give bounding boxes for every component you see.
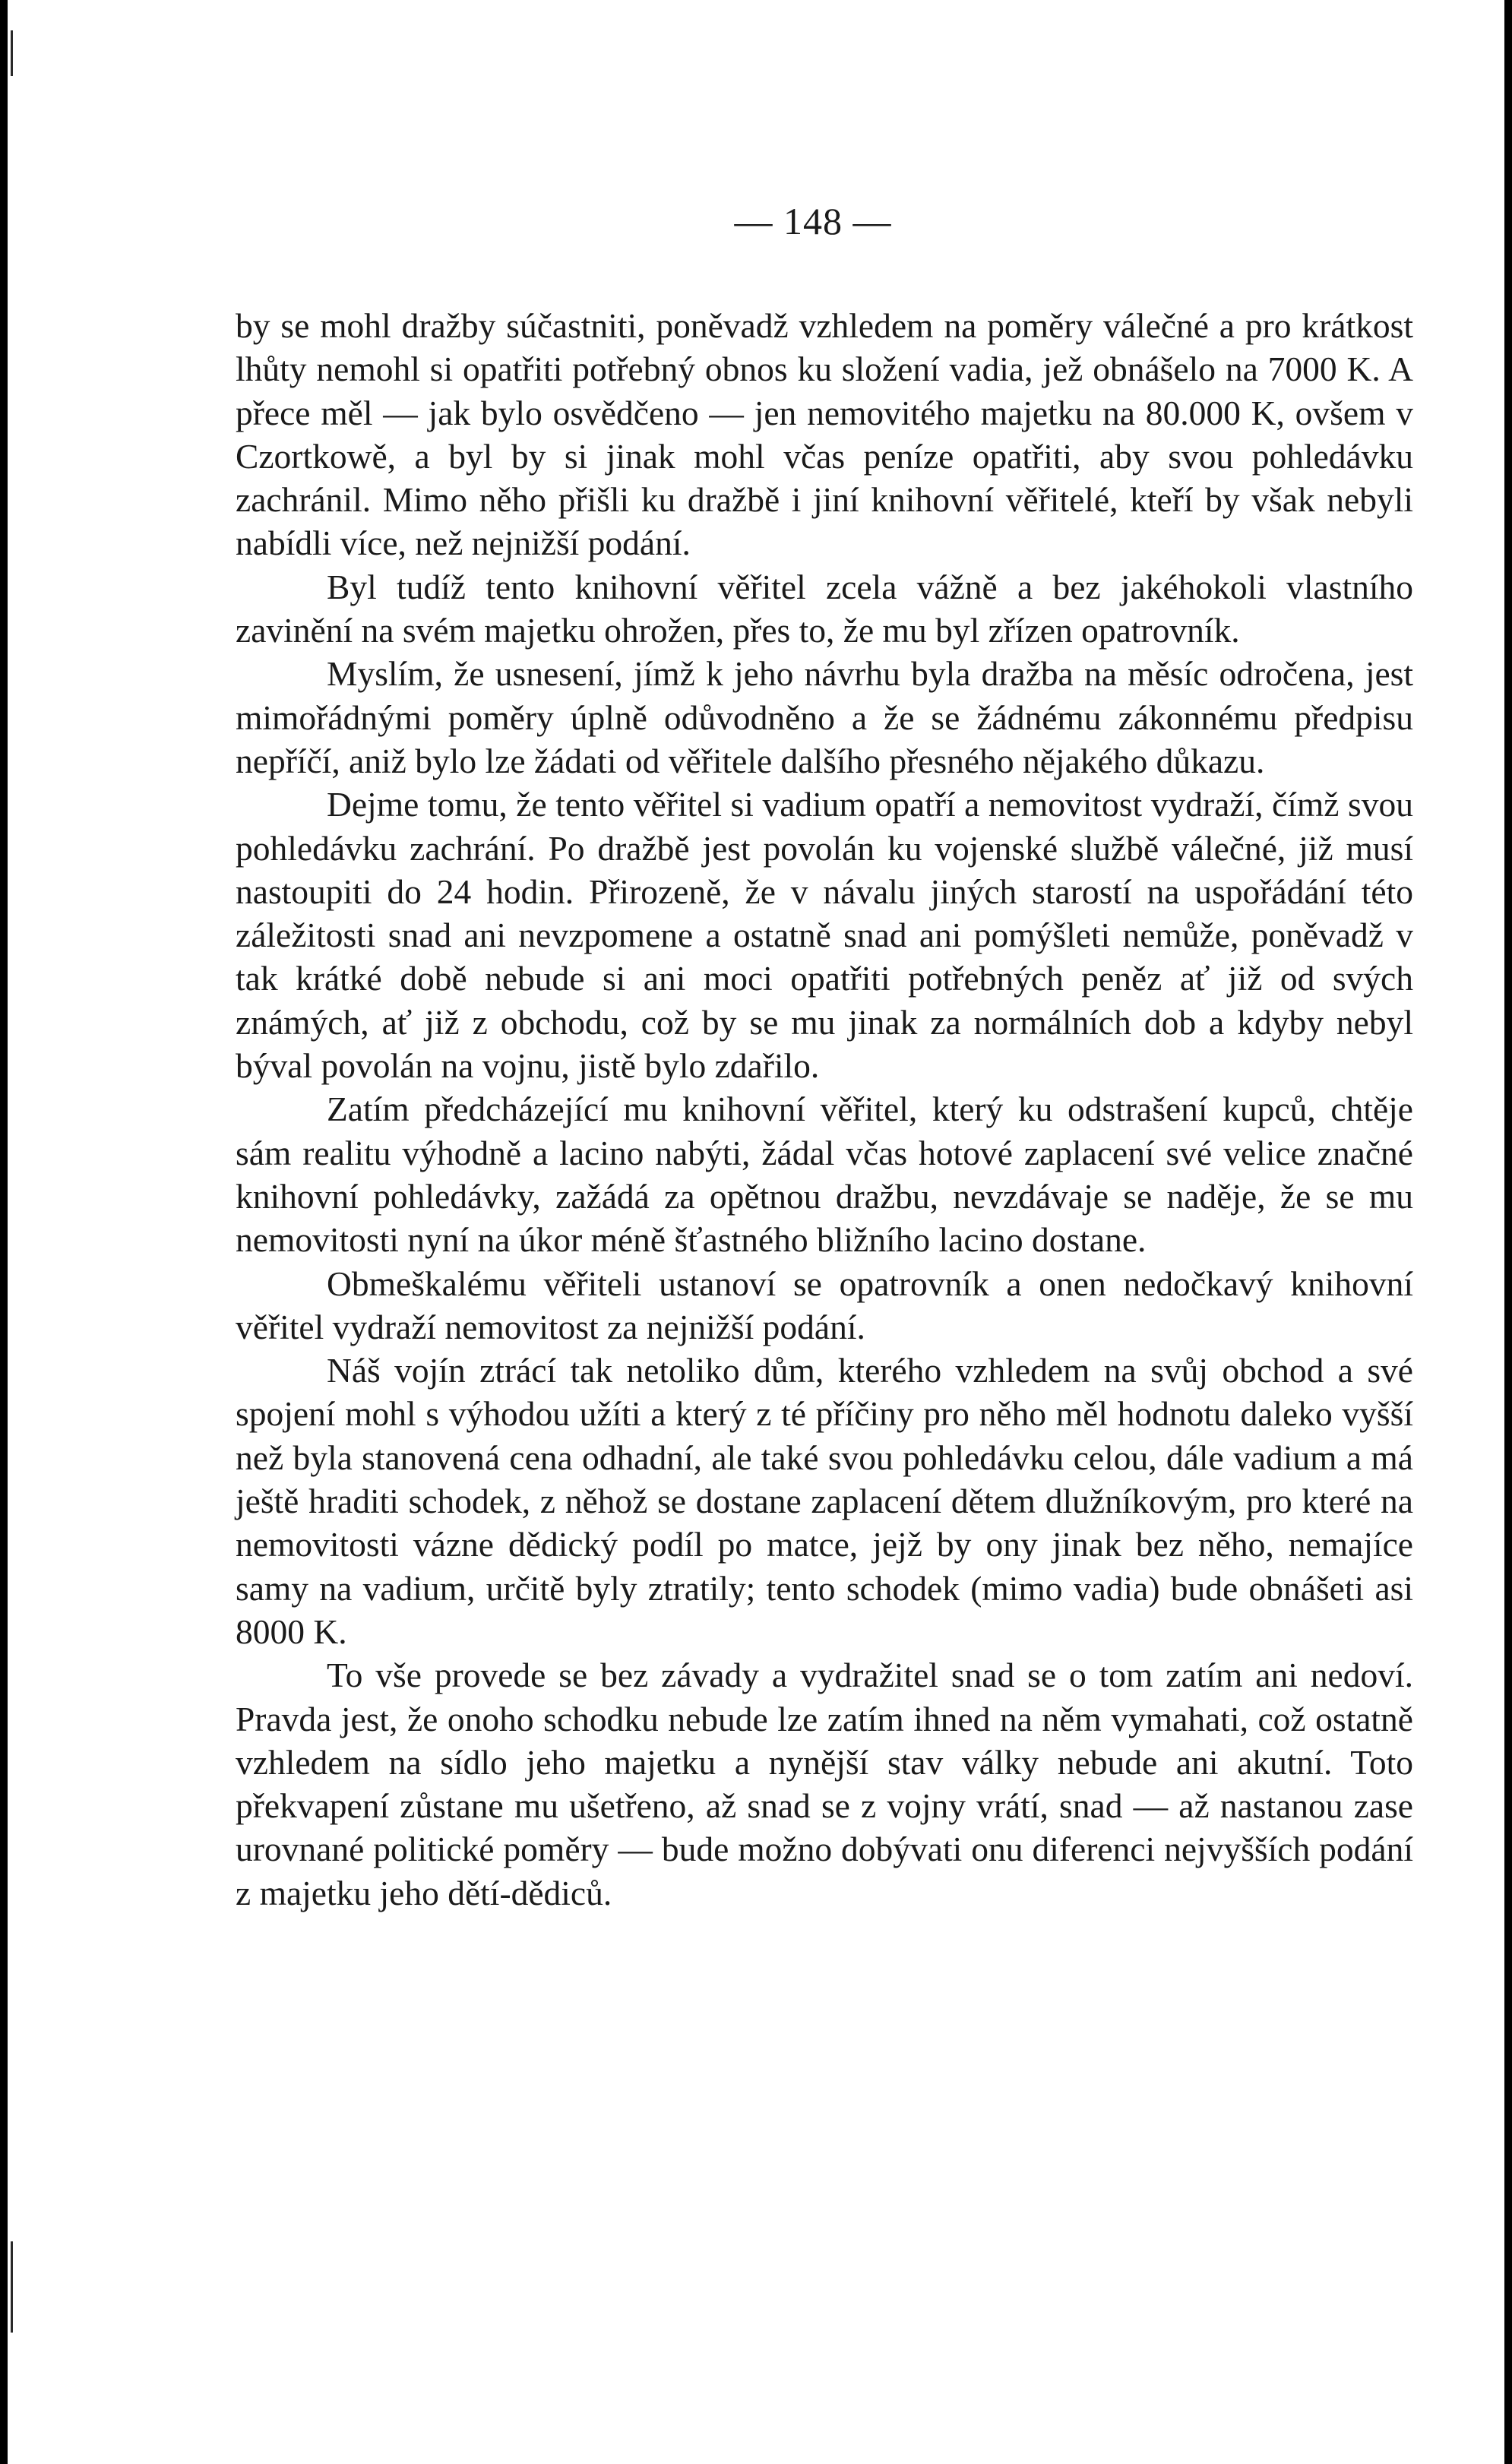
paragraph-5: Zatím předcházející mu knihovní věřitel, který ku odstrašení kupců, chtěje sám realitu výhodně a lacino nabýti, žádal včas hotové zaplacení své velice značné knihovní pohledávky, zažádá za opětnou dražbu, nevzdávaje se naděje, že se mu nemovitosti nyní na úkor méně šťastného bližního lacino dostane. — [236, 1090, 1413, 1260]
paragraph-6: Obmeškalému věřiteli ustanoví se opatrovník a onen nedočkavý knihovní věřitel vydraží nemovitost za nejnižší podání. — [236, 1264, 1413, 1346]
book-page — [8, 0, 1504, 2464]
paragraph-3: Myslím, že usnesení, jímž k jeho návrhu byla dražba na měsíc odročena, jest mimořádnými poměry úplně odůvodněno a že se žádnému zákonnému předpisu nepříčí, aniž bylo lze žádati od věřitele dalšího přesného nějakého důkazu. — [236, 654, 1413, 780]
scan-edge-mark — [11, 2241, 13, 2333]
paragraph-4: Dejme tomu, že tento věřitel si vadium opatří a nemovitost vydraží, čímž svou pohledávku zachrání. Po dražbě jest povolán ku vojenské službě válečné, již musí nastoupiti do 24 hodin. Přirozeně, že v návalu jiných starostí na uspořádání této záležitosti snad ani nevzpomene a ostatně snad ani pomýšleti nemůže, poněvadž v tak krátké době nebude si ani moci opatřiti potřebných peněz ať již od svých známých, ať již z obchodu, což by se mu jinak za normálních dob a kdyby nebyl býval povolán na vojnu, jistě bylo zdařilo. — [236, 785, 1413, 1086]
paragraph-7: Náš vojín ztrácí tak netoliko dům, kterého vzhledem na svůj obchod a své spojení mohl s výhodou užíti a který z té příčiny pro něho měl hodnotu daleko vyšší než byla stanovená cena odhadní, ale také svou pohledávku celou, dále vadium a má ještě hraditi schodek, z něhož se dostane zaplacení dětem dlužníkovým, pro které na nemovitosti vázne dědický podíl po matce, jejž by ony jinak bez něho, nemajíce samy na vadium, určitě byly ztratily; tento schodek (mimo vadia) bude obnášeti asi 8000 K. — [236, 1351, 1413, 1651]
paragraph-8: To vše provede se bez závady a vydražitel snad se o tom zatím ani nedoví. Pravda jest, že onoho schodku nebude lze zatím ihned na něm vymahati, což ostatně vzhledem na sídlo jeho majetku a nynější stav války nebude ani akutní. Toto překvapení zůstane mu ušetřeno, až snad se z vojny vrátí, snad — až nastanou zase urovnané politické poměry — bude možno dobývati onu diferenci nejvyšších podání z majetku jeho dětí-dědiců. — [236, 1656, 1413, 1912]
paragraph-2: Byl tudíž tento knihovní věřitel zcela vážně a bez jakéhokoli vlastního zavinění na svém majetku ohrožen, přes to, že mu byl zřízen opatrovník. — [236, 567, 1413, 650]
paragraph-1: by se mohl dražby súčastniti, poněvadž vzhledem na poměry válečné a pro krátkost lhůty nemohl si opatřiti potřebný obnos ku složení vadia, jež obnášelo na 7000 K. A přece měl — jak bylo osvědčeno — jen nemovitého majetku na 80.000 K, ovšem v Czortkowě, a byl by si jinak mohl včas peníze opatřiti, aby svou pohledávku zachránil. Mimo něho přišli ku dražbě i jiní knihovní věřitelé, kteří by však nebyli nabídli více, než nejnižší podání. — [236, 306, 1413, 563]
page-number: — 148 — — [734, 200, 892, 242]
body-text — [236, 304, 1413, 1915]
scan-edge-mark — [11, 30, 13, 76]
